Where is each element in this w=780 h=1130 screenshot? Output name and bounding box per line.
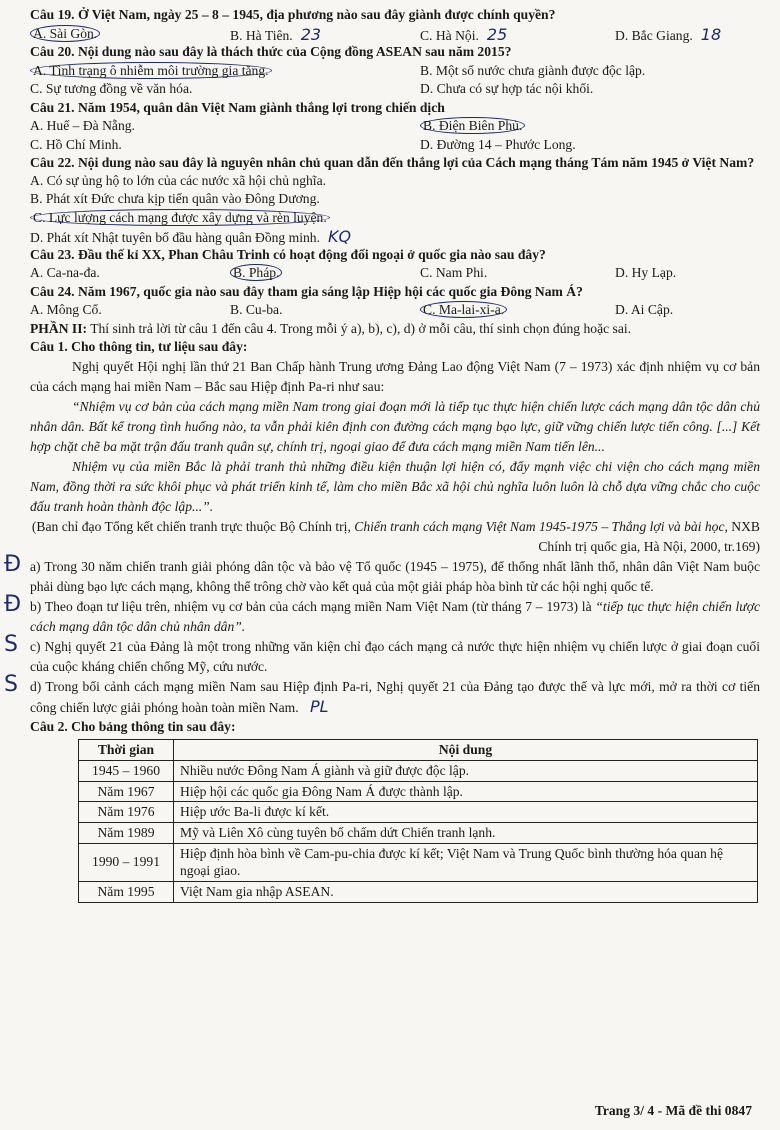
q20-option-a[interactable]: A. Tình trạng ô nhiễm môi trường gia tăng. (30, 62, 272, 79)
q19-stem: Câu 19. Ở Việt Nam, ngày 25 – 8 – 1945, địa phương nào sau đây giành được chính quyền? (30, 7, 556, 22)
table-row: Năm 1967 Hiệp hội các quốc gia Đông Nam Á được thành lập. (79, 781, 758, 802)
q23-options (30, 264, 760, 283)
q21-options-row1 (30, 117, 760, 136)
c2-table (78, 739, 758, 902)
page-footer: Trang 3/ 4 - Mã đề thi 0847 (594, 1103, 752, 1119)
q21-option-d[interactable]: D. Đường 14 – Phước Long. (420, 136, 576, 152)
c1-mark-a: Đ (4, 551, 22, 577)
q23-option-c[interactable]: C. Nam Phi. (420, 265, 488, 281)
exam-page (4, 6, 760, 903)
c1-quote-south: “Nhiệm vụ cơ bản của cách mạng miền Nam trong giai đoạn mới là tiếp tục thực hiện chiến lược cách mạng dân tộc dân chủ nhân dân. Bất kể trong tình huống nào, ta vẫn phải kiên định con đường cách mạng bạo lực, giữ vững chiến lược tiến công. [...] Kết hợp chặt chẽ ba mặt trận đấu tranh quân sự, chính trị, ngoại giao để đưa cách mạng miền Nam tiến lên... (30, 398, 760, 454)
q19-options (30, 25, 760, 44)
q24-option-b[interactable]: B. Cu-ba. (230, 302, 283, 318)
q21-option-c[interactable]: C. Hồ Chí Minh. (30, 136, 122, 152)
q22-option-d-row (30, 227, 760, 246)
q20-option-b[interactable]: B. Một số nước chưa giành được độc lập. (420, 62, 646, 78)
q19-note-b: 23 (300, 24, 322, 44)
c1-statement-d[interactable]: S d) Trong bối cảnh cách mạng miền Nam sau Hiệp định Pa-ri, Nghị quyết 21 của Đảng tạo được thế và lực mới, mở ra thời cơ tiến công chiến lược giải phóng hoàn toàn miền Nam. PL (4, 671, 760, 716)
c1-source: (Ban chỉ đạo Tổng kết chiến tranh trực thuộc Bộ Chính trị, Chiến tranh cách mạng Việt Nam 1945-1975 – Thắng lợi và bài học, NXB Chính trị quốc gia, Hà Nội, 2000, tr.169) (31, 518, 760, 554)
q19-option-d[interactable]: D. Bắc Giang. (615, 27, 693, 43)
q19-note-c: 25 (486, 24, 508, 44)
c1-statement-a[interactable]: Đ a) Trong 30 năm chiến tranh giải phóng dân tộc và bảo vệ Tổ quốc (1945 – 1975), để thống nhất lãnh thổ, nhân dân Việt Nam buộc phải dùng bạo lực cách mạng, không thể trông chờ vào kết quả của một giải pháp hòa bình từ các hội nghị quốc tế. (4, 551, 760, 594)
q21-options-row2 (30, 136, 760, 155)
q24-stem: Câu 24. Năm 1967, quốc gia nào sau đây tham gia sáng lập Hiệp hội các quốc gia Đông Nam Á? (30, 283, 583, 299)
q23-stem: Câu 23. Đầu thế kỉ XX, Phan Châu Trinh có hoạt động đối ngoại ở quốc gia nào sau đây? (30, 246, 546, 262)
q22-option-d[interactable]: D. Phát xít Nhật tuyên bố đầu hàng quân Đồng minh. (30, 230, 320, 246)
q20-options-row1 (30, 62, 760, 81)
part2-heading: PHẦN II: Thí sinh trả lời từ câu 1 đến câu 4. Trong mỗi ý a), b), c), d) ở mỗi câu, thí sinh chọn đúng hoặc sai. (30, 320, 632, 336)
q23-option-b[interactable]: B. Pháp. (230, 264, 282, 281)
q19-note-d: 18 (700, 24, 722, 44)
q22-option-a[interactable]: A. Có sự ủng hộ to lớn của các nước xã hội chủ nghĩa. (30, 172, 327, 188)
q20-stem: Câu 20. Nội dung nào sau đây là thách thức của Cộng đồng ASEAN sau năm 2015? (30, 44, 512, 59)
c1-statement-b[interactable]: Đ b) Theo đoạn tư liệu trên, nhiệm vụ cơ bản của cách mạng miền Nam Việt Nam (từ tháng 7 – 1973) là “tiếp tục thực hiện chiến lược cách mạng dân tộc dân chủ nhân dân”. (4, 591, 760, 634)
q22-option-c[interactable]: C. Lực lượng cách mạng được xây dựng và rèn luyện. (30, 209, 330, 226)
q20-option-c[interactable]: C. Sự tương đồng về văn hóa. (30, 81, 193, 96)
q22-note: KQ (327, 227, 352, 247)
q24-options (30, 301, 760, 320)
table-row: 1990 – 1991 Hiệp định hòa bình về Cam-pu-chia được kí kết; Việt Nam và Trung Quốc bình thường hóa quan hệ ngoại giao. (79, 843, 758, 881)
c1-mark-c: S (4, 631, 18, 657)
table-row: Năm 1995 Việt Nam gia nhập ASEAN. (79, 881, 758, 902)
q22-option-b[interactable]: B. Phát xít Đức chưa kịp tiến quân vào Đông Dương. (30, 191, 320, 207)
q21-option-b[interactable]: B. Điện Biên Phủ. (420, 117, 525, 134)
table-row: 1945 – 1960 Nhiều nước Đông Nam Á giành và giữ được độc lập. (79, 760, 758, 781)
q19-option-b[interactable]: B. Hà Tiên. (230, 27, 293, 43)
c2-stem: Câu 2. Cho bảng thông tin sau đây: (30, 718, 236, 734)
q19-option-c[interactable]: C. Hà Nội. (420, 27, 479, 43)
q21-option-a[interactable]: A. Huế – Đà Nẵng. (30, 118, 135, 133)
c1-mark-b: Đ (4, 591, 22, 617)
q23-option-a[interactable]: A. Ca-na-đa. (30, 265, 100, 281)
q24-option-d[interactable]: D. Ai Cập. (615, 302, 674, 318)
c1-intro: Nghị quyết Hội nghị lần thứ 21 Ban Chấp hành Trung ương Đảng Lao động Việt Nam (7 – 1973) xác định nhiệm vụ cơ bản của cách mạng hai miền Nam – Bắc sau Hiệp định Pa-ri như sau: (30, 358, 760, 394)
table-header-row (79, 740, 758, 761)
q20-options-row2 (30, 80, 760, 99)
table-row: Năm 1976 Hiệp ước Ba-li được kí kết. (79, 802, 758, 823)
q20-option-d[interactable]: D. Chưa có sự hợp tác nội khối. (420, 81, 594, 96)
q21-stem: Câu 21. Năm 1954, quân dân Việt Nam giành thắng lợi trong chiến dịch (30, 99, 445, 115)
part2-instruction: Thí sinh trả lời từ câu 1 đến câu 4. Trong mỗi ý a), b), c), d) ở mỗi câu, thí sinh chọn đúng hoặc sai. (90, 320, 632, 336)
q19-option-a[interactable]: A. Sài Gòn. (30, 25, 100, 42)
table-header-content: Nội dung (174, 740, 758, 761)
table-header-time: Thời gian (79, 740, 174, 761)
c1-statement-c[interactable]: S c) Nghị quyết 21 của Đảng là một trong những văn kiện chỉ đạo cách mạng cả nước thực hiện nhiệm vụ chiến lược ở giai đoạn cuối của cuộc kháng chiến chống Mỹ, cứu nước. (4, 631, 760, 674)
c1-note-d: PL (310, 696, 329, 716)
c1-mark-d: S (4, 671, 18, 697)
q22-stem: Câu 22. Nội dung nào sau đây là nguyên nhân chủ quan dẫn đến thắng lợi của Cách mạng tháng Tám năm 1945 ở Việt Nam? (30, 155, 755, 170)
c1-stem: Câu 1. Cho thông tin, tư liệu sau đây: (30, 339, 248, 355)
table-row: Năm 1989 Mỹ và Liên Xô cùng tuyên bố chấm dứt Chiến tranh lạnh. (79, 822, 758, 843)
c1-quote-north: Nhiệm vụ của miền Bắc là phải tranh thủ những điều kiện thuận lợi hiện có, đẩy mạnh việc chi viện cho cách mạng miền Nam, đồng thời ra sức khôi phục và phát triển kinh tế, làm cho miền Bắc xã hội chủ nghĩa luôn luôn là chỗ dựa vững chắc cho cuộc đấu tranh hoàn thành độc lập...”. (30, 458, 760, 514)
q23-option-d[interactable]: D. Hy Lạp. (615, 265, 677, 281)
q24-option-a[interactable]: A. Mông Cổ. (30, 302, 102, 318)
q24-option-c[interactable]: C. Ma-lai-xi-a. (420, 301, 507, 318)
c1-source-title: Chiến tranh cách mạng Việt Nam 1945-1975 – Thắng lợi và bài học, (354, 518, 728, 534)
q22-option-c-row (30, 209, 760, 228)
